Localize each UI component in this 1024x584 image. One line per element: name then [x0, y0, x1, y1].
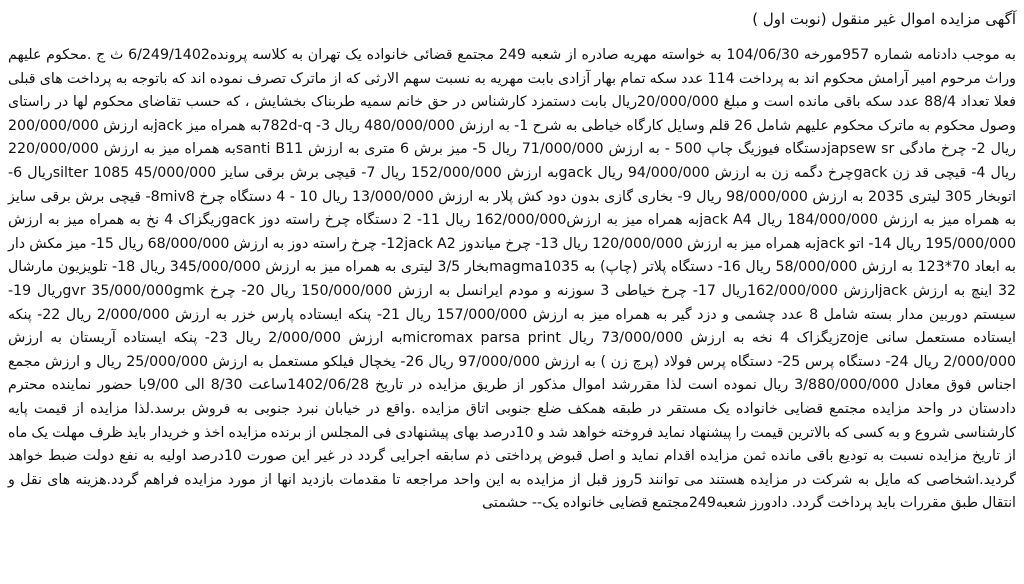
notice-title: آگهی مزایده اموال غیر منقول (نوبت اول ) — [752, 10, 1016, 28]
notice-body: به موجب دادنامه شماره 957مورخه 104/06/30 به خواسته مهریه صادره از شعبه 249 مجتمع قضائی خانواده یک تهران به کلاسه پرونده6/249/1402 ث ج .محکوم علیهم وراث مرحوم امیر آرامش محکوم اند به پرداخت 114 عدد سکه تمام بهار آزادی بابت مهریه به نسبت سهم الارثی که از ماترک تصرف نموده اند که باتوجه به پرداخت های قبلی فعلا تعداد 88/4 عدد سکه باقی مانده است و مبلغ 20/000/000ریال بابت دستمزد کارشناس در حق خانم سمیه طربناک بخشایش ، که حسب تقاضای محکوم لها در راستای وصول محکوم به ماترک محکوم علیهم شامل 26 قلم وسایل کارگاه خیاطی به شرح 1- به ارزش 480/000/000 ریال 3- 782d-qبه همراه میز jackبه ارزش 200/000/000 ریال 2- چرخ مادگی japsew srدستگاه فیوزیگ چاپ 500 - به ارزش 71/000/000 ریال 5- میز برش 6 متری به ارزش santi B11به همراه میز به ارزش 220/000/000 ریال 4- قیچی قد زن gackچرخ دگمه زن به ارزش 94/000/000 ریال gackبه ارزش 152/000/000 ریال 7- قیچی برش برقی سایز silter 1085 45/000/000ریال 6- اتوبخار 305 لیتری 2035 به ارزش 98/000/000 ریال 9- بخاری گازی بدون دود کش پلار به ارزش 13/000/000 ریال 10 - 4 دستگاه چرخ 8miv8- قیچی برش برقی سایز به همراه میز به ارزش 184/000/000 ریال jack A4به همراه میز به ارزش162/000/000 ریال 11- 2 دستگاه چرخ راسته دوز gackزیگزاک 4 نخ به همراه میز به ارزش 195/000/000 ریال 14- اتو jackبه همراه میز به ارزش 120/000/000 ریال 13- چرخ میاندوز 12jack A2- چرخ راسته دوز به ارزش 68/000/000 ریال 15- میز مکش دار به ابعاد 70*123 به ارزش 58/000/000 ریال 16- دستگاه پلاتر (چاپ) به magma1035بخار 3/5 لیتری به همراه میز به ارزش 345/000/000 ریال 18- تلویزیون مارشال 32 اینچ به ارزش jackارزش 162/000/000ریال 17- چرخ خیاطی 3 سوزنه و مودم ایرانسل به ارزش 150/000/000 ریال 20- چرخ gvr 35/000/000gmkریال 19- سیستم دوربین مدار بسته شامل 8 عدد چشمی و دزد گیر به همراه میز به ارزش 157/000/000 ریال 21- پنکه ایستاده پارس خزر به ارزش 2/000/000 ریال 22- پنکه ایستاده مستعمل سانی zojeزیگزاک 4 نخه به ارزش 73/000/000 ریال micromax parsa printبه ارزش 2/000/000 ریال 23- پنکه ایستاده آریستان به ارزش 2/000/000 ریال 24- دستگاه پرس 25- دستگاه پرس فولاد (پرچ زن ) به ارزش 97/000/000 ریال 26- یخچال فیلکو مستعمل به ارزش 25/000/000 ریال و ارزش مجمع اجناس فوق معادل 3/880/000/000 ریال نموده است لذا مقررشد اموال مذکور از طریق مزایده در تاریخ 1402/06/28ساعت 8/30 الی 9/00با حضور نماینده محترم دادستان در واحد مزایده مجتمع قضایی خانواده یک مستقر در طبقه همکف ضلع جنوبی اتاق مزایده .واقع در خیابان نبرد جنوبی به فروش برسد.لذا مزایده از قیمت پایه کارشناسی شروع و به کسی که بالاترین قیمت را پیشنهاد نماید فروخته خواهد شد و 10درصد بهای پیشنهادی فی المجلس از برنده مزایده اخذ و خریدار باید ظرف مهلت یک ماه از تاریخ مزایده نسبت به تودیع باقی مانده ثمن مزایده اقدام نماید و اصل قبوض پرداختی ذم سابقه اجرایی گردد در غیر این صورت 10درصد اولیه به نفع دولت ضبط خواهد گردید.اشخاصی که مایل به شرکت در مزایده هستند می توانند 5روز قبل از مزایده به این واحد مراجعه تا مقدمات بازدید انها از مورد مزایده فراهم گردد.هزینه های نقل و انتقال طبق مقررات باید پرداخت گردد. دادورز شعبه249مجتمع قضایی خانواده یک-- حشمتی — [8, 47, 1017, 512]
